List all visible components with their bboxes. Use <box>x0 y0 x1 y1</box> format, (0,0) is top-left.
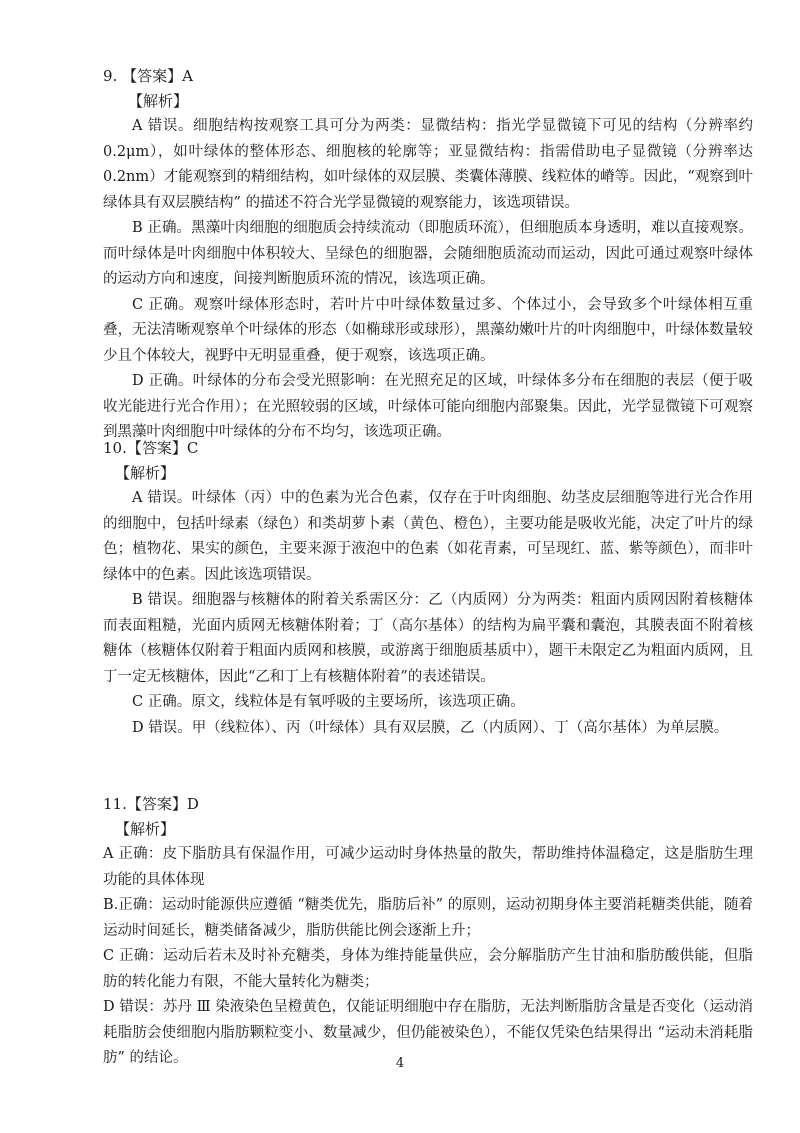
question-11-option-a: A 正确：皮下脂肪具有保温作用，可减少运动时身体热量的散失，帮助维持体温稳定，这是脂肪生理功能的具体体现 <box>103 846 753 888</box>
page-number: 4 <box>395 1056 405 1071</box>
question-10-block <box>103 436 753 741</box>
question-9-option-a: A 错误。细胞结构按观察工具可分为两类：显微结构：指光学显微镜下可见的结构（分辨率约 0.2μm），如叶绿体的整体形态、细胞核的轮廓等；亚显微结构：指需借助电子显微镜（分辨率达 0.2nm）才能观察到的精细结构，如叶绿体的双层膜、类囊体薄膜、线粒体的嵴等。因此，“观察到叶绿体具有双层膜结构” 的描述不符合光学显微镜的观察能力，该选项错误。 <box>103 118 753 211</box>
question-9-option-b: B 正确。黑藻叶肉细胞的细胞质会持续流动（即胞质环流），但细胞质本身透明，难以直接观察。而叶绿体是叶肉细胞中体积较大、呈绿色的细胞器，会随细胞质流动而运动，因此可通过观察叶绿体的运动方向和速度，间接判断胞质环流的情况，该选项正确。 <box>103 220 753 287</box>
question-9-analysis-label: 【解析】 <box>128 92 189 110</box>
question-11-option-c: C 正确：运动后若未及时补充糖类，身体为维持能量供应，会分解脂肪产生甘油和脂肪酸供能，但脂肪的转化能力有限，不能大量转化为糖类； <box>103 948 753 990</box>
question-11-answer: 11.【答案】D <box>103 795 199 813</box>
question-10-option-a: A 错误。叶绿体（丙）中的色素为光合色素，仅存在于叶肉细胞、幼茎皮层细胞等进行光合作用的细胞中，包括叶绿素（绿色）和类胡萝卜素（黄色、橙色），主要功能是吸收光能，决定了叶片的绿色；植物花、果实的颜色，主要来源于液泡中的色素（如花青素，可呈现红、蓝、紫等颜色），而非叶绿体中的色素。因此该选项错误。 <box>103 490 753 583</box>
question-10-option-b: B 错误。细胞器与核糖体的附着关系需区分：乙（内质网）分为两类：粗面内质网因附着核糖体而表面粗糙，光面内质网无核糖体附着；丁（高尔基体）的结构为扁平囊和囊泡，其膜表面不附着核糖体（核糖体仅附着于粗面内质网和核膜，或游离于细胞质基质中），题干未限定乙为粗面内质网，且丁一定无核糖体，因此“乙和丁上有核糖体附着”的表述错误。 <box>103 592 753 685</box>
question-10-analysis-label: 【解析】 <box>115 464 176 482</box>
question-11-analysis-label: 【解析】 <box>115 820 176 838</box>
question-11-block <box>103 792 753 1072</box>
question-10-option-d: D 错误。甲（线粒体）、丙（叶绿体）具有双层膜，乙（内质网）、丁（高尔基体）为单层膜。 <box>132 719 729 736</box>
question-9-option-d: D 正确。叶绿体的分布会受光照影响：在光照充足的区域，叶绿体多分布在细胞的表层（便于吸收光能进行光合作用）；在光照较弱的区域，叶绿体可能向细胞内部聚集。因此，光学显微镜下可观察到黑藻叶肉细胞中叶绿体的分布不均匀，该选项正确。 <box>103 373 753 440</box>
question-9-option-c: C 正确。观察叶绿体形态时，若叶片中叶绿体数量过多、个体过小，会导致多个叶绿体相互重叠，无法清晰观察单个叶绿体的形态（如椭球形或球形），黑藻幼嫩叶片的叶肉细胞中，叶绿体数量较少且个体较大，视野中无明显重叠，便于观察，该选项正确。 <box>103 296 753 364</box>
question-9-block <box>103 64 753 446</box>
question-11-option-b: B.正确：运动时能源供应遵循 “糖类优先，脂肪后补” 的原则，运动初期身体主要消耗糖类供能，随着运动时间延长，糖类储备减少，脂肪供能比例会逐渐上升； <box>103 897 753 939</box>
question-10-answer: 10.【答案】C <box>103 439 199 457</box>
question-10-option-c: C 正确。原文，线粒体是有氧呼吸的主要场所，该选项正确。 <box>132 694 525 710</box>
question-9-answer: 9. 【答案】A <box>103 67 193 85</box>
question-11-option-d: D 错误：苏丹 Ⅲ 染液染色呈橙黄色，仅能证明细胞中存在脂肪，无法判断脂肪含量是否变化（运动消耗脂肪会使细胞内脂肪颗粒变小、数量减少，但仍能被染色），不能仅凭染色结果得出 “运动未消耗脂肪” 的结论。 <box>103 999 753 1066</box>
